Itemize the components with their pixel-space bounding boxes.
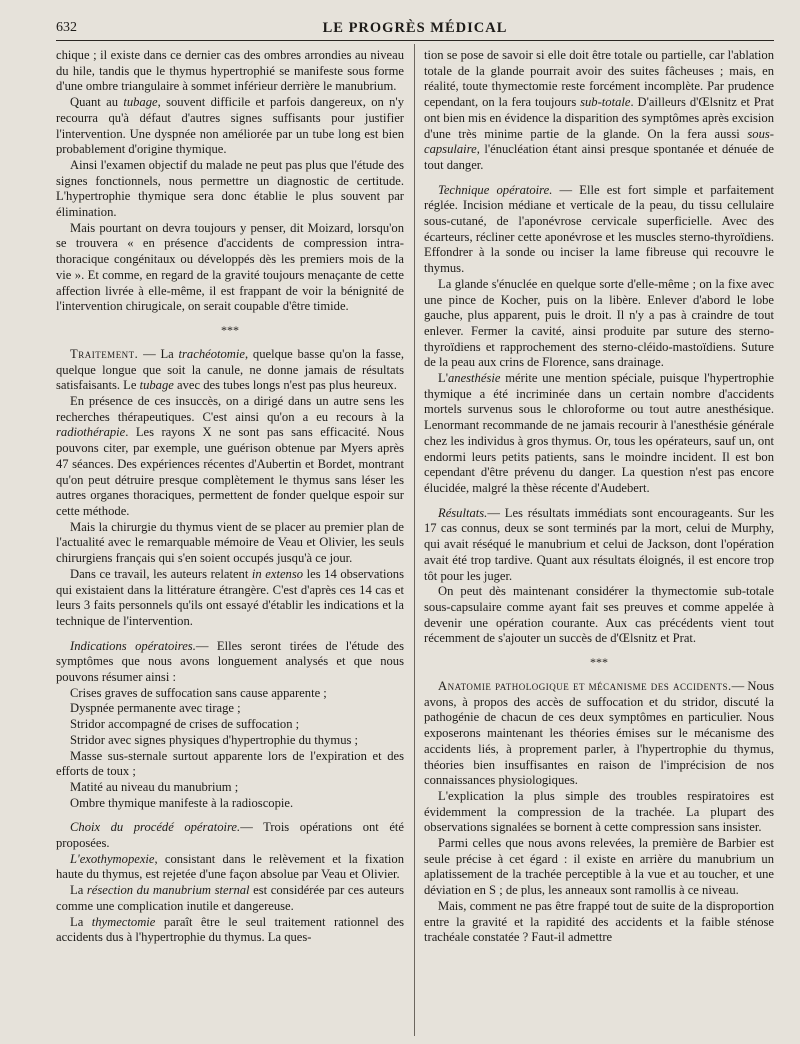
paragraph: En présence de ces insuccès, on a dirigé dans un autre sens les recherches thérapeutiques. C'est ainsi qu'on a eu recours à la radiothérapie. Les rayons X ne sont pas sans efficacité. Nous pouvons citer, par exemple, une guérison obtenue par Myers après 47 séances. Des expériences récentes d'Aubertin et Bordet, montrant qu'on peut détruire presque complètement le thymus sans léser les autres organes thoraciques, permettent de fonder quelque espoir sur cette méthode. <box>56 394 404 518</box>
paragraph: tion se pose de savoir si elle doit être totale ou partielle, car l'ablation totale de la glande pourrait avoir des suites fâcheuses ; mais, en réalité, toute thymectomie reste forcément incomplète. Par prudence cependant, on la fera toujours sub-totale. D'ailleurs d'Œlsnitz et Prat ont bien mis en évidence la disparition des symptômes après excision d'une très minime partie de la glande. On la fera aussi sous-capsulaire, l'énucléation étant ainsi presque spontanée et dénuée de tout danger. <box>424 48 774 172</box>
page-number: 632 <box>56 20 77 35</box>
column-rule <box>414 44 415 1036</box>
running-header <box>56 18 774 41</box>
paragraph: Mais pourtant on devra toujours y penser, dit Moizard, lorsqu'on se trouvera « en présence d'accidents de compression intra-thoracique congénitaux ou développés dès les premiers mois de la vie ». Et comme, en regard de la gravité toujours menaçante de cette affection livrée à elle-même, il est frappant de voir la bénignité de l'intervention chirugicale, on serait coupable d'être timide. <box>56 220 404 314</box>
paragraph: La résection du manubrium sternal est considérée par ces auteurs comme une complication inutile et dangereuse. <box>56 883 404 913</box>
paragraph: Mais, comment ne pas être frappé tout de suite de la disproportion entre la gravité et la rapidité des accidents et la faible sténose trachéale constatée ? Faut-il admettre <box>424 898 774 945</box>
right-column <box>424 48 774 946</box>
list-item: Matité au niveau du manubrium ; <box>70 779 239 794</box>
left-column <box>56 48 404 946</box>
paragraph: Quant au tubage, souvent difficile et parfois dangereux, on n'y recourra qu'à défaut d'autres signes suffisants pour justifier l'intervention. Une dyspnée non améliorée par un tube long est bien probablement d'origine thymique. <box>56 95 404 157</box>
list-item: Crises graves de suffocation sans cause apparente ; <box>70 685 327 700</box>
paragraph: L'explication la plus simple des troubles respiratoires est évidemment la compression de la trachée. La plupart des observations signalées se bornent à cette compression sans insister. <box>424 788 774 835</box>
text-columns <box>56 48 774 1036</box>
list-item: Masse sus-sternale surtout apparente lors de l'expiration et des efforts de toux ; <box>56 748 404 779</box>
section-heading: Anatomie pathologique et mécanisme des accidents. <box>438 679 732 694</box>
paragraph: L'anesthésie mérite une mention spéciale, puisque l'hypertrophie thymique a été incriminée dans un certain nombre d'accidents mortels survenus sous le chloroforme ou tout autre anesthésique. Lenormant recommande de ne jamais recourir à l'anesthésie générale chez les individus à gros thymus. Or, tous les opérateurs, sauf un, ont endormi leurs petits patients, sans le moindre incident. Il est bon cependant d'être prévenu du danger. La question n'est pas encore élucidée, malgré la thèse récente d'Audebert. <box>424 371 774 495</box>
list-item: Dyspnée permanente avec tirage ; <box>70 701 241 716</box>
section-treatment: Traitement. — La trachéotomie, quelque basse qu'on la fasse, quelque longue que soit la canule, ne donne jamais de résultats satisfaisants. Le tubage avec des tubes longs n'est pas plus heureux. <box>56 346 404 393</box>
subsection-results: Résultats.— Les résultats immédiats sont encourageants. Sur les 17 cas connus, deux se sont terminés par la mort, celui de Murphy, qui avait réséqué le manubrium et celui de Jackson, dont l'opération avait été trop tardive. Quant aux résultats éloignés, il est encore trop tôt pour les juger. <box>424 505 774 583</box>
section-pathology: Anatomie pathologique et mécanisme des accidents.— Nous avons, à propos des accès de suffocation et du stridor, discuté la pathogénie de chacun de ces deux symptômes en particulier. Nous exposerons maintenant les théories émises sur le mécanisme des accidents liés, à proprement parler, à l'hypertrophie du thymus, théories bien insuffisantes en raison de l'imprécision de nos connaissances physiologiques. <box>424 679 774 788</box>
section-separator: *** <box>221 322 239 337</box>
list-item: Stridor avec signes physiques d'hypertrophie du thymus ; <box>70 732 359 747</box>
section-heading: Traitement. <box>70 346 139 361</box>
paragraph: On peut dès maintenant considérer la thymectomie sub-totale sous-capsulaire comme ayant fait ses preuves et comme appelée à devenir une opération courante. Aux cas précédents vient tout récemment de s'ajouter un succès de d'Œlsnitz et Prat. <box>424 584 774 646</box>
subsection-choice: Choix du procédé opératoire.— Trois opérations ont été proposées. <box>56 820 405 851</box>
paragraph: Mais la chirurgie du thymus vient de se placer au premier plan de l'actualité avec le remarquable mémoire de Veau et Olivier, les seuls chirurgiens français qui s'en soient occupés jusqu'à ce jour. <box>56 519 404 566</box>
list-item: Ombre thymique manifeste à la radioscopie. <box>70 795 294 810</box>
paragraph: L'exothymopexie, consistant dans le relèvement et la fixation haute du thymus, est rejetée d'une façon absolue par Veau et Olivier. <box>56 851 404 882</box>
list-item: Stridor accompagné de crises de suffocation ; <box>70 717 300 732</box>
paragraph: La thymectomie paraît être le seul traitement rationnel des accidents dus à l'hypertrophie du thymus. La ques- <box>56 914 404 945</box>
subsection-technique: Technique opératoire. — Elle est fort simple et parfaitement réglée. Incision médiane et verticale de la peau, du tissu cellulaire sous-cutané, de l'aponévrose cervicale superficielle. Avec des écarteurs, récliner cette aponévrose et les muscles sterno-thyroïdiens. Effondrer à la sonde ou inciser la lame fibreuse qui recouvre le thymus. <box>424 182 774 276</box>
paragraph: chique ; il existe dans ce dernier cas des ombres arrondies au niveau du hile, tandis que le thymus hypertrophié se manifeste sous forme d'une ombre triangulaire à sommet inférieur derrière le manubrium. <box>56 48 404 94</box>
paragraph: La glande s'énuclée en quelque sorte d'elle-même ; on la fixe avec une pince de Kocher, puis on la libère. Enlever d'abord le lobe gauche, plus apparent, puis le droit. Il n'y a pas à craindre de tout enlever. Fermer la cavité, ainsi produite par suture des sterno-thyroïdiens et rapprochement des sterno-cléido-mastoïdiens. Suture de la peau aux crins de Florence, sans drainage. <box>424 276 774 370</box>
paragraph: Parmi celles que nous avons relevées, la première de Barbier est seule précise à cet égard : il existe en arrière du manubrium un aplatissement de la trachée perceptible à la vue et au toucher, et une déviation en S ; de plus, les anneaux sont ramollis à ce niveau. <box>424 836 774 898</box>
journal-title: LE PROGRÈS MÉDICAL <box>322 20 508 36</box>
section-separator: *** <box>590 655 608 670</box>
paragraph: Dans ce travail, les auteurs relatent in extenso les 14 observations qui existaient dans la littérature étrangère. C'est d'après ces 14 cas et leurs 3 faits personnels qu'ils ont essayé d'établir les indications et la technique de l'intervention. <box>56 566 404 628</box>
subsection-indications: Indications opératoires.— Elles seront tirées de l'étude des symptômes que nous avons longuement analysés et que nous pouvons résumer ainsi : <box>56 638 404 685</box>
paragraph: Ainsi l'examen objectif du malade ne peut pas plus que l'étude des signes fonctionnels, nous permettre un diagnostic de certitude. L'hypertrophie thymique sera donc établie le plus souvent par élimination. <box>56 157 404 220</box>
